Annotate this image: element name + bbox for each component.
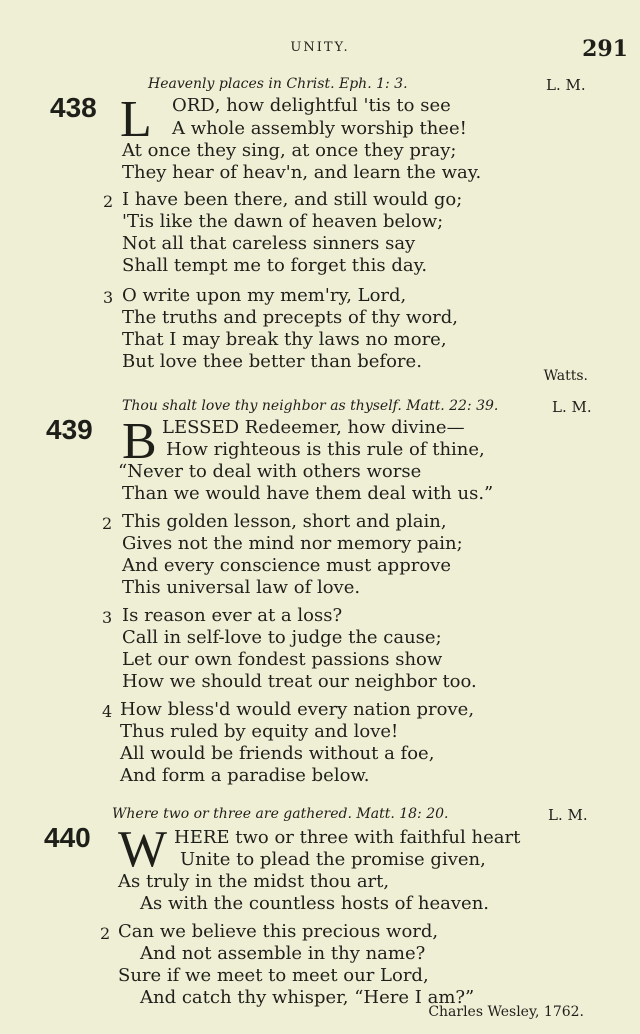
hymn-line: How we should treat our neighbor too. bbox=[122, 671, 477, 692]
hymn-438-source: Heavenly places in Christ. Eph. 1: 3. bbox=[148, 76, 408, 92]
hymn-line: They hear of heav'n, and learn the way. bbox=[122, 162, 482, 183]
hymn-line: But love thee better than before. bbox=[122, 351, 422, 372]
hymn-line: At once they sing, at once they pray; bbox=[122, 140, 457, 161]
hymn-440-meter: L. M. bbox=[548, 806, 588, 824]
hymn-line: This universal law of love. bbox=[122, 577, 361, 598]
hymn-440-author: Charles Wesley, 1762. bbox=[428, 1004, 584, 1020]
hymn-line: I have been there, and still would go; bbox=[122, 189, 463, 210]
hymn-line: Not all that careless sinners say bbox=[122, 233, 416, 254]
hymn-438-meter: L. M. bbox=[546, 76, 586, 94]
verse-number: 3 bbox=[103, 288, 114, 307]
hymn-line: Thus ruled by equity and love! bbox=[120, 721, 399, 742]
hymn-line: Unite to plead the promise given, bbox=[180, 849, 486, 870]
hymn-line: That I may break thy laws no more, bbox=[122, 329, 447, 350]
first-word-rest: ORD bbox=[172, 95, 215, 116]
hymn-439-source: Thou shalt love thy neighbor as thyself. Matt. 22: 39. bbox=[122, 398, 499, 414]
first-line-rest: two or three with faithful heart bbox=[229, 827, 521, 848]
hymn-line: How righteous is this rule of thine, bbox=[166, 439, 485, 460]
hymn-line: Sure if we meet to meet our Lord, bbox=[118, 965, 429, 986]
verse-number: 3 bbox=[102, 608, 113, 627]
hymn-line: This golden lesson, short and plain, bbox=[122, 511, 447, 532]
hymn-line: As truly in the midst thou art, bbox=[118, 871, 390, 892]
hymn-439-meter: L. M. bbox=[552, 398, 592, 416]
hymn-440-source: Where two or three are gathered. Matt. 18: 20. bbox=[112, 806, 449, 822]
hymn-line: Gives not the mind nor memory pain; bbox=[122, 533, 463, 554]
hymn-line: Call in self-love to judge the cause; bbox=[122, 627, 442, 648]
first-line-rest: , how delightful 'tis to see bbox=[214, 95, 451, 116]
hymn-line: “Never to deal with others worse bbox=[118, 461, 422, 482]
hymn-line: And not assemble in thy name? bbox=[140, 943, 426, 964]
verse-number: 2 bbox=[103, 192, 114, 211]
hymn-line: All would be friends without a foe, bbox=[120, 743, 435, 764]
hymn-440-drop-cap: W bbox=[118, 821, 168, 878]
verse-number: 2 bbox=[100, 924, 111, 943]
first-word-rest: LESSED bbox=[162, 417, 240, 438]
hymn-439-number: 439 bbox=[46, 414, 93, 445]
hymn-line: As with the countless hosts of heaven. bbox=[140, 893, 490, 914]
hymn-line: The truths and precepts of thy word, bbox=[122, 307, 459, 328]
hymn-438-author: Watts. bbox=[543, 368, 588, 384]
hymn-438-number: 438 bbox=[50, 92, 97, 123]
hymn-line: And catch thy whisper, “Here I am?” bbox=[140, 987, 475, 1008]
hymn-438-drop-cap: L bbox=[120, 91, 152, 148]
hymn-line: Let our own fondest passions show bbox=[122, 649, 443, 670]
running-title: UNITY. bbox=[290, 40, 350, 55]
hymn-440-first-line bbox=[174, 826, 520, 849]
hymn-line: Than we would have them deal with us.” bbox=[122, 483, 494, 504]
hymn-line: Can we believe this precious word, bbox=[118, 921, 439, 942]
hymn-line: And every conscience must approve bbox=[122, 555, 451, 576]
first-line-rest: Redeemer, how divine— bbox=[239, 417, 465, 438]
hymn-line: Shall tempt me to forget this day. bbox=[122, 255, 428, 276]
hymn-line: O write upon my mem'ry, Lord, bbox=[122, 285, 407, 306]
hymn-439-first-line bbox=[162, 416, 465, 439]
hymn-line: And form a paradise below. bbox=[120, 765, 370, 786]
first-word-rest: HERE bbox=[174, 827, 230, 848]
hymn-line: 'Tis like the dawn of heaven below; bbox=[122, 211, 444, 232]
hymn-440-number: 440 bbox=[44, 822, 91, 853]
verse-number: 4 bbox=[102, 702, 113, 721]
hymn-line: How bless'd would every nation prove, bbox=[120, 699, 475, 720]
hymn-line: A whole assembly worship thee! bbox=[172, 118, 467, 139]
hymn-439-drop-cap: B bbox=[122, 413, 157, 470]
hymn-line: Is reason ever at a loss? bbox=[122, 605, 343, 626]
page-number: 291 bbox=[582, 36, 628, 62]
verse-number: 2 bbox=[102, 514, 113, 533]
hymn-438-first-line bbox=[172, 94, 451, 117]
